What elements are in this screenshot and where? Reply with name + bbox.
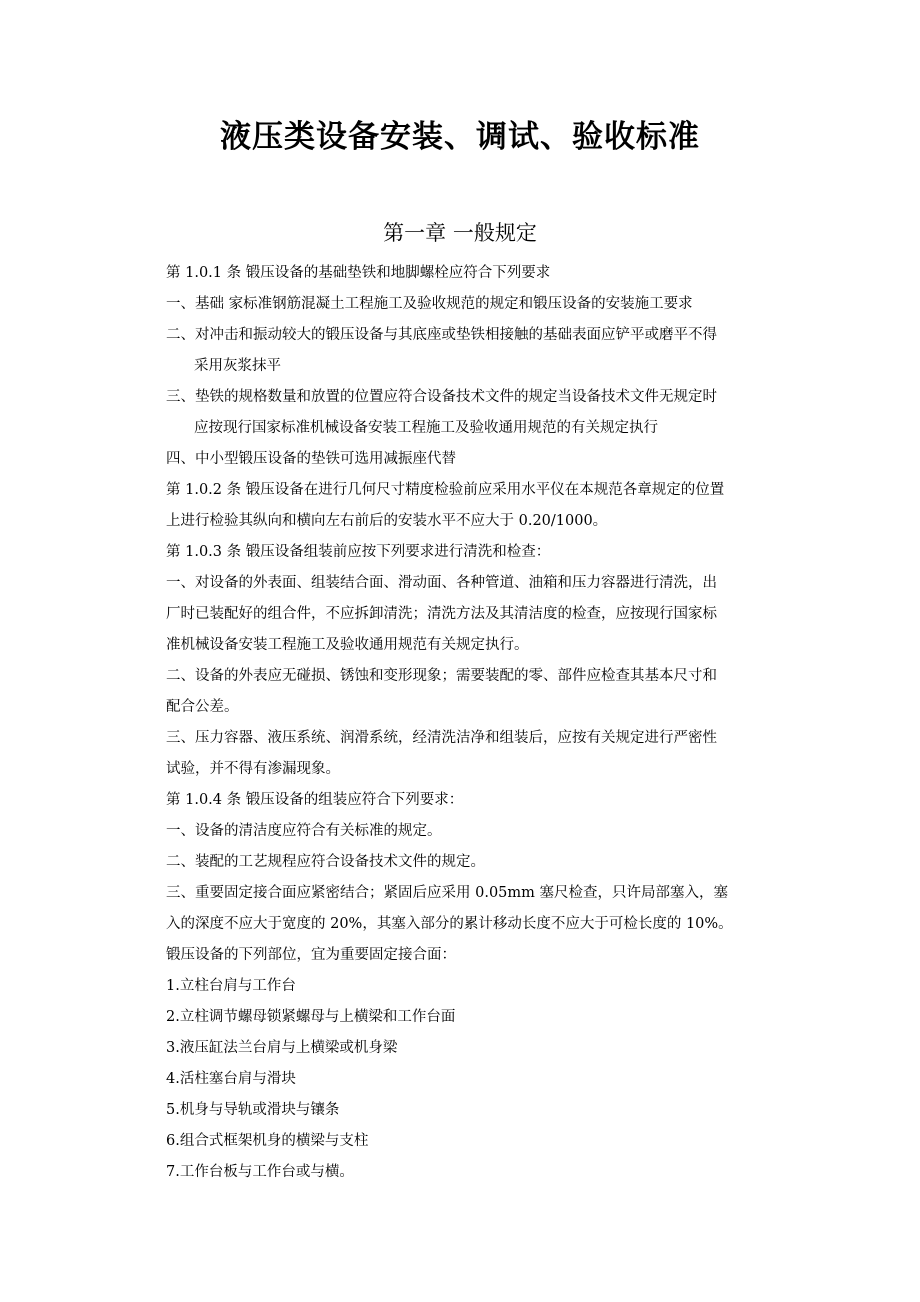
clause-heading: 第 1.0.3 条 锻压设备组装前应按下列要求进行清洗和检查： bbox=[166, 544, 551, 560]
paragraph-line: 上进行检验其纵向和横向左右前后的安装水平不应大于 0.20/1000。 bbox=[166, 513, 608, 529]
paragraph-line: 准机械设备安装工程施工及验收通用规范有关规定执行。 bbox=[166, 637, 529, 653]
paragraph-line: 采用灰浆抹平 bbox=[194, 358, 281, 374]
paragraph-line: 锻压设备的下列部位，宜为重要固定接合面： bbox=[166, 947, 456, 963]
paragraph-line: 二、装配的工艺规程应符合设备技术文件的规定。 bbox=[166, 854, 485, 870]
list-item: 2.立柱调节螺母锁紧螺母与上横梁和工作台面 bbox=[166, 1009, 456, 1025]
paragraph-line: 四、中小型锻压设备的垫铁可选用减振座代替 bbox=[166, 451, 456, 467]
paragraph-line: 三、垫铁的规格数量和放置的位置应符合设备技术文件的规定当设备技术文件无规定时 bbox=[166, 389, 717, 405]
paragraph-line: 三、压力容器、液压系统、润滑系统，经清洗洁净和组装后，应按有关规定进行严密性 bbox=[166, 730, 717, 746]
list-item: 5.机身与导轨或滑块与镶条 bbox=[166, 1102, 340, 1118]
paragraph-line: 厂时已装配好的组合件，不应拆卸清洗；清洗方法及其清洁度的检查，应按现行国家标 bbox=[166, 606, 717, 622]
paragraph-line: 一、基础 家标准钢筋混凝土工程施工及验收规范的规定和锻压设备的安装施工要求 bbox=[166, 296, 693, 312]
clause-heading: 第 1.0.2 条 锻压设备在进行几何尺寸精度检验前应采用水平仪在本规范各章规定的位置 bbox=[166, 482, 725, 498]
paragraph-line: 一、对设备的外表面、组装结合面、滑动面、各种管道、油箱和压力容器进行清洗，出 bbox=[166, 575, 717, 591]
clause-heading: 第 1.0.4 条 锻压设备的组装应符合下列要求： bbox=[166, 792, 464, 808]
paragraph-line: 应按现行国家标准机械设备安装工程施工及验收通用规范的有关规定执行 bbox=[194, 420, 658, 436]
paragraph-line: 一、设备的清洁度应符合有关标准的规定。 bbox=[166, 823, 442, 839]
list-item: 7.工作台板与工作台或与横。 bbox=[166, 1164, 354, 1180]
paragraph-line: 二、对冲击和振动较大的锻压设备与其底座或垫铁相接触的基础表面应铲平或磨平不得 bbox=[166, 327, 717, 343]
list-item: 3.液压缸法兰台肩与上横梁或机身梁 bbox=[166, 1040, 398, 1056]
document-body bbox=[166, 258, 786, 1188]
paragraph-line: 二、设备的外表应无碰损、锈蚀和变形现象；需要装配的零、部件应检查其基本尺寸和 bbox=[166, 668, 717, 684]
clause-heading: 第 1.0.1 条 锻压设备的基础垫铁和地脚螺栓应符合下列要求 bbox=[166, 265, 551, 281]
paragraph-line: 配合公差。 bbox=[166, 699, 239, 715]
list-item: 1.立柱台肩与工作台 bbox=[166, 978, 296, 994]
paragraph-line: 入的深度不应大于宽度的 20%，其塞入部分的累计移动长度不应大于可检长度的 10%。 bbox=[166, 916, 733, 932]
paragraph-line: 三、重要固定接合面应紧密结合；紧固后应采用 0.05mm 塞尺检查，只许局部塞入，塞 bbox=[166, 885, 728, 901]
list-item: 4.活柱塞台肩与滑块 bbox=[166, 1071, 296, 1087]
paragraph-line: 试验，并不得有渗漏现象。 bbox=[166, 761, 340, 777]
list-item: 6.组合式框架机身的横梁与支柱 bbox=[166, 1133, 369, 1149]
document-title: 液压类设备安装、调试、验收标准 bbox=[220, 119, 700, 155]
chapter-heading: 第一章 一般规定 bbox=[383, 221, 537, 245]
